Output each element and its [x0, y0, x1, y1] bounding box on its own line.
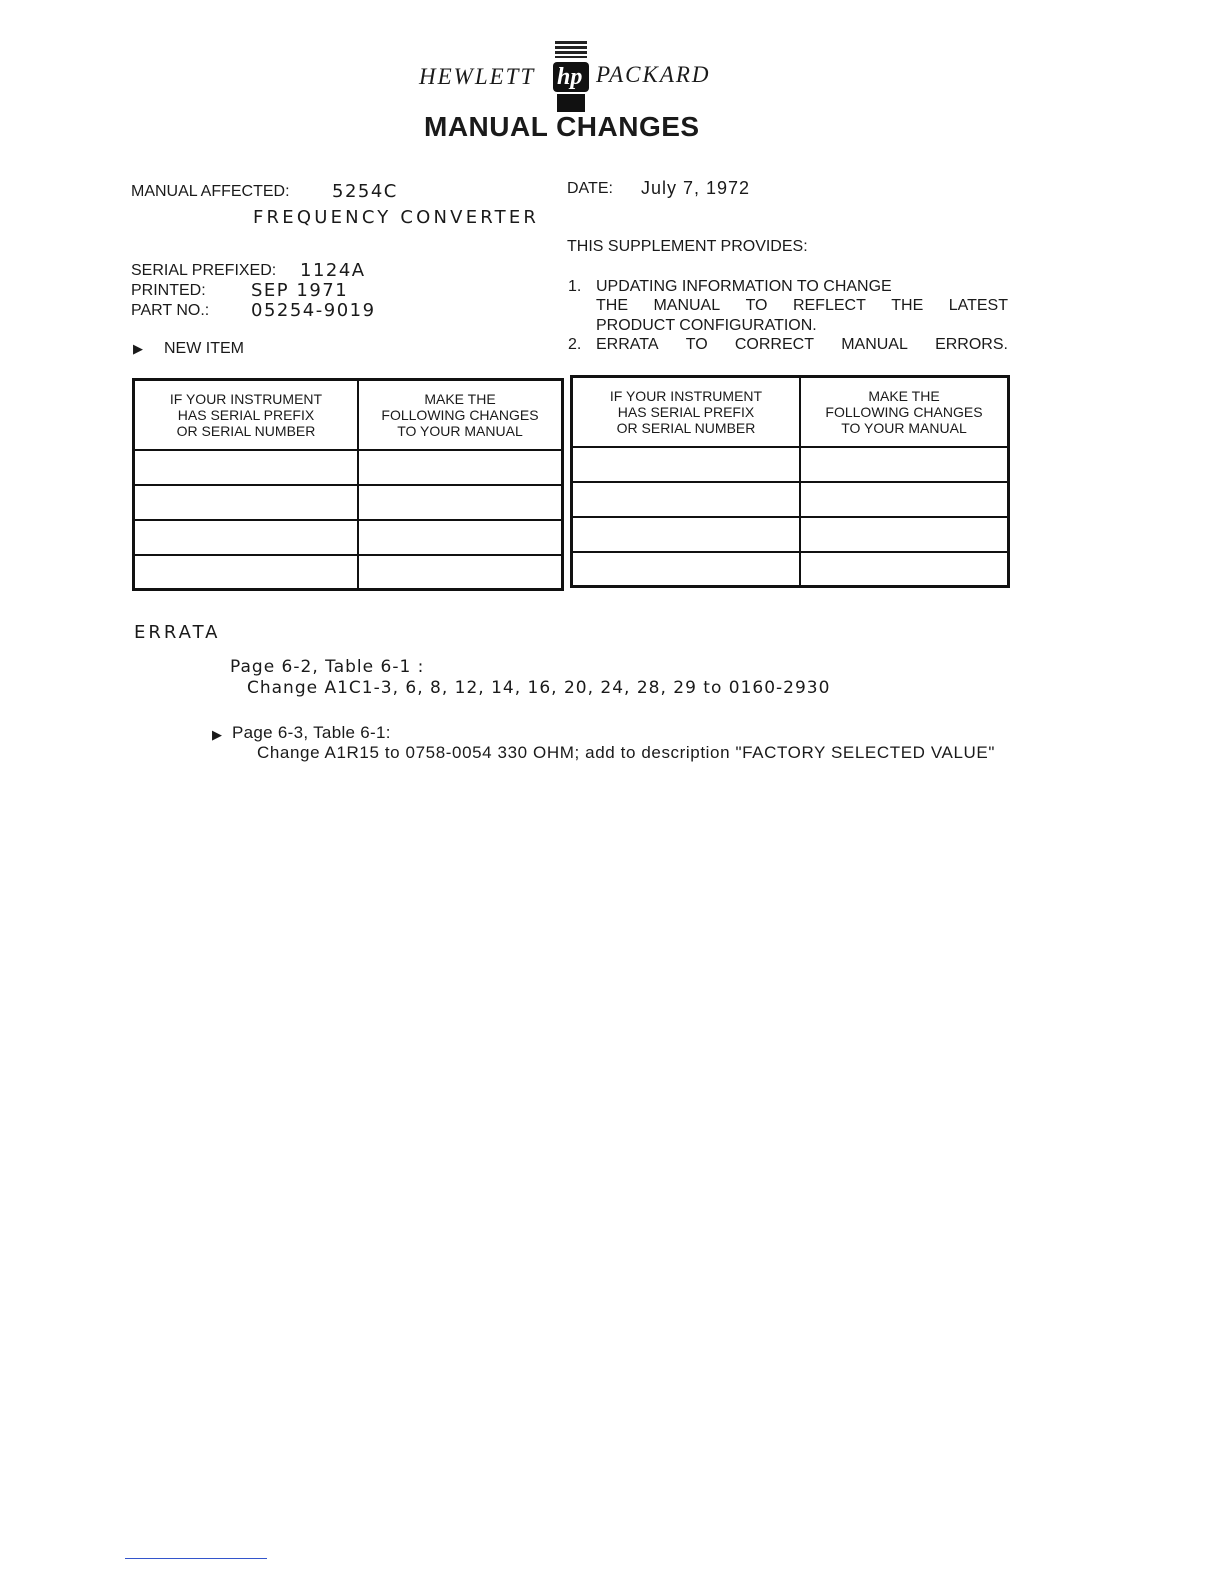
word: MANUAL: [653, 297, 721, 314]
page-title: MANUAL CHANGES: [424, 111, 700, 142]
supplement-item1-number: 1.: [568, 278, 582, 295]
word: MANUAL: [841, 336, 908, 353]
table-cell: [358, 520, 563, 555]
word: REFLECT: [792, 297, 866, 314]
change-table-left: [132, 378, 564, 591]
supplement-item1-line1: UPDATING INFORMATION TO CHANGE: [596, 278, 892, 295]
table-cell: [134, 450, 359, 485]
errata-entry1-change: Change A1C1-3, 6, 8, 12, 14, 16, 20, 24, 28, 29 to 0160-2930: [247, 678, 831, 698]
supplement-item2-line: [596, 336, 1008, 354]
table-cell: [800, 447, 1009, 482]
serial-prefixed-value: 1124A: [300, 260, 366, 281]
brand-packard: PACKARD: [596, 62, 711, 87]
footer-rule: [125, 1558, 267, 1559]
table-cell: [358, 450, 563, 485]
part-no-value: 05254-9019: [251, 300, 376, 321]
word: TO: [745, 297, 768, 314]
supplement-item1-line3: PRODUCT CONFIGURATION.: [596, 317, 817, 334]
hp-logo-icon: [551, 40, 591, 114]
date-value: July 7, 1972: [641, 178, 751, 198]
col-serial-header: IF YOUR INSTRUMENT HAS SERIAL PREFIX OR SERIAL NUMBER: [134, 380, 359, 450]
col-changes-header: MAKE THE FOLLOWING CHANGES TO YOUR MANUAL: [358, 380, 563, 450]
change-table-right: [570, 375, 1010, 588]
word: LATEST: [948, 297, 1008, 314]
table-cell: [134, 555, 359, 590]
table-cell: [800, 552, 1009, 587]
table-cell: [800, 482, 1009, 517]
printed-value: SEP 1971: [251, 280, 349, 301]
word: THE: [596, 297, 628, 314]
part-no-label: PART NO.:: [131, 302, 210, 319]
word: ERRORS.: [935, 336, 1008, 353]
supplement-item2-number: 2.: [568, 336, 582, 353]
table-cell: [572, 552, 801, 587]
brand-hewlett: HEWLETT: [419, 64, 536, 89]
table-cell: [358, 485, 563, 520]
col-serial-header: IF YOUR INSTRUMENT HAS SERIAL PREFIX OR SERIAL NUMBER: [572, 377, 801, 447]
word: TO: [685, 336, 708, 353]
printed-label: PRINTED:: [131, 282, 206, 299]
errata-entry2-ref: Page 6-3, Table 6-1:: [232, 723, 391, 742]
word: CORRECT: [734, 336, 814, 353]
new-item-arrow-icon: ▶: [133, 341, 143, 356]
new-item-label: NEW ITEM: [164, 340, 244, 357]
table-cell: [572, 517, 801, 552]
errata-heading: ERRATA: [134, 622, 221, 643]
table-cell: [572, 447, 801, 482]
hp-logo-text: hp: [557, 64, 583, 90]
supplement-item1-line2: [596, 297, 1008, 315]
new-item-arrow-icon: ▶: [212, 727, 222, 742]
errata-entry1-ref: Page 6-2, Table 6-1 :: [230, 657, 425, 677]
table-cell: [134, 485, 359, 520]
serial-prefixed-label: SERIAL PREFIXED:: [131, 262, 277, 279]
errata-entry2-change: Change A1R15 to 0758-0054 330 OHM; add to description "FACTORY SELECTED VALUE": [257, 743, 995, 762]
manual-affected-label: MANUAL AFFECTED:: [131, 183, 290, 200]
manual-affected-value: 5254C: [332, 181, 398, 202]
date-label: DATE:: [567, 180, 613, 197]
word: THE: [891, 297, 924, 314]
table-cell: [134, 520, 359, 555]
col-changes-header: MAKE THE FOLLOWING CHANGES TO YOUR MANUAL: [800, 377, 1009, 447]
table-cell: [572, 482, 801, 517]
table-cell: [358, 555, 563, 590]
supplement-heading: THIS SUPPLEMENT PROVIDES:: [567, 238, 808, 255]
word: ERRATA: [596, 336, 659, 353]
table-cell: [800, 517, 1009, 552]
manual-name: FREQUENCY CONVERTER: [253, 207, 540, 228]
